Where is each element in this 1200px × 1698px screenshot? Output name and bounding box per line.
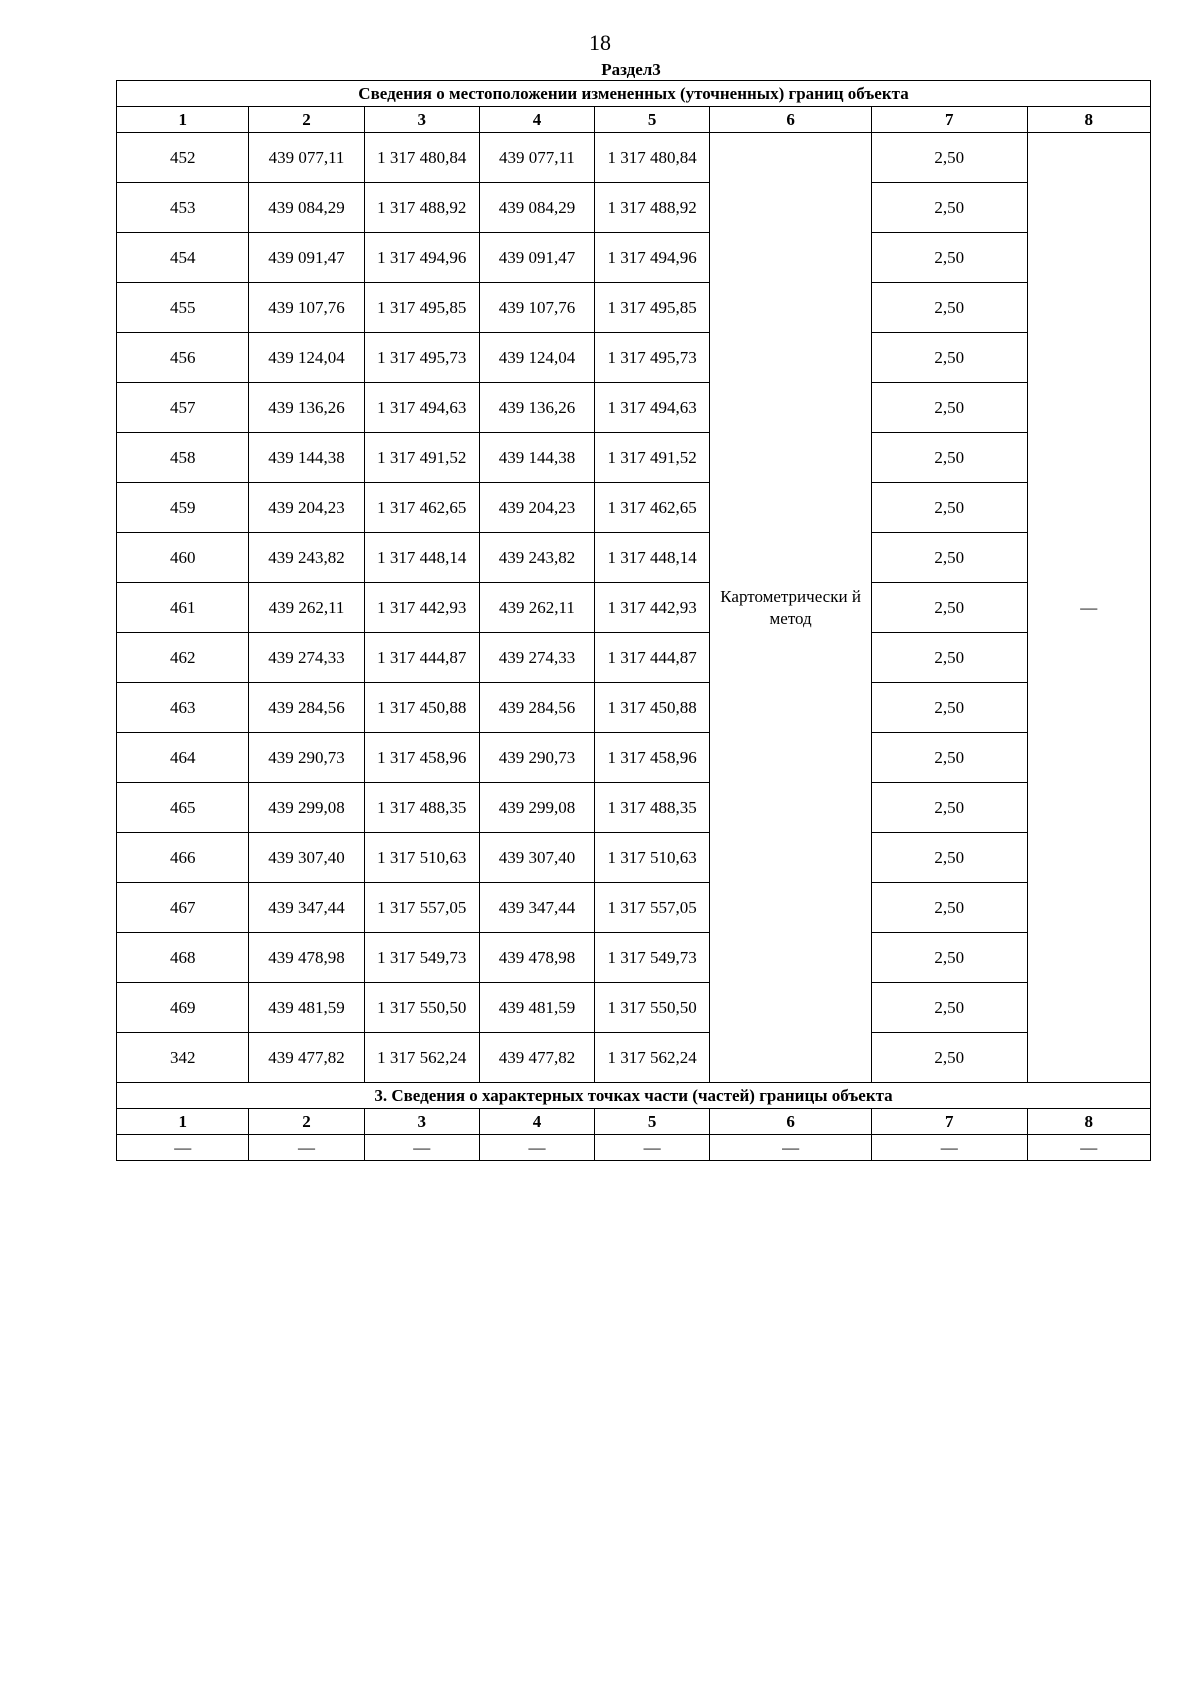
method-cell: Картометрически й метод <box>710 133 872 1083</box>
column-number-header: 7 <box>871 107 1027 133</box>
column-number-header: 2 <box>249 107 364 133</box>
cell-y2: 1 317 458,96 <box>595 733 710 783</box>
cell-x2: 439 077,11 <box>479 133 594 183</box>
subsection-column-number: 4 <box>479 1109 594 1135</box>
cell-y1: 1 317 494,96 <box>364 233 479 283</box>
column-number-header: 3 <box>364 107 479 133</box>
cell-y2: 1 317 462,65 <box>595 483 710 533</box>
cell-y1: 1 317 444,87 <box>364 633 479 683</box>
table-row <box>117 133 1151 183</box>
subsection-caption-row <box>117 1083 1151 1109</box>
table-row <box>117 533 1151 583</box>
cell-accuracy: 2,50 <box>871 383 1027 433</box>
table-row <box>117 233 1151 283</box>
section-title: Раздел3 <box>601 60 661 79</box>
cell-x2: 439 307,40 <box>479 833 594 883</box>
cell-x2: 439 274,33 <box>479 633 594 683</box>
cell-x2: 439 136,26 <box>479 383 594 433</box>
cell-y1: 1 317 462,65 <box>364 483 479 533</box>
cell-x2: 439 262,11 <box>479 583 594 633</box>
cell-accuracy: 2,50 <box>871 233 1027 283</box>
cell-accuracy: 2,50 <box>871 933 1027 983</box>
subsection-value-cell: — <box>1027 1135 1150 1161</box>
table-row <box>117 483 1151 533</box>
page-number: 18 <box>589 30 611 55</box>
cell-y2: 1 317 442,93 <box>595 583 710 633</box>
table-row <box>117 383 1151 433</box>
cell-y1: 1 317 458,96 <box>364 733 479 783</box>
cell-y2: 1 317 494,63 <box>595 383 710 433</box>
cell-x2: 439 084,29 <box>479 183 594 233</box>
table-row <box>117 633 1151 683</box>
cell-n: 457 <box>117 383 249 433</box>
subsection-column-number: 3 <box>364 1109 479 1135</box>
cell-x2: 439 481,59 <box>479 983 594 1033</box>
cell-y1: 1 317 549,73 <box>364 933 479 983</box>
cell-y1: 1 317 450,88 <box>364 683 479 733</box>
cell-y1: 1 317 510,63 <box>364 833 479 883</box>
table-row <box>117 983 1151 1033</box>
cell-accuracy: 2,50 <box>871 1033 1027 1083</box>
cell-n: 469 <box>117 983 249 1033</box>
cell-x1: 439 284,56 <box>249 683 364 733</box>
cell-x2: 439 290,73 <box>479 733 594 783</box>
table-row <box>117 183 1151 233</box>
cell-accuracy: 2,50 <box>871 633 1027 683</box>
cell-n: 466 <box>117 833 249 883</box>
cell-y1: 1 317 442,93 <box>364 583 479 633</box>
cell-y2: 1 317 448,14 <box>595 533 710 583</box>
cell-x1: 439 299,08 <box>249 783 364 833</box>
cell-x2: 439 299,08 <box>479 783 594 833</box>
subsection-column-number: 7 <box>871 1109 1027 1135</box>
table-row <box>117 583 1151 633</box>
subsection-value-cell: — <box>479 1135 594 1161</box>
cell-n: 452 <box>117 133 249 183</box>
cell-x1: 439 243,82 <box>249 533 364 583</box>
cell-n: 456 <box>117 333 249 383</box>
cell-y2: 1 317 480,84 <box>595 133 710 183</box>
subsection-column-numbers-row <box>117 1109 1151 1135</box>
cell-x1: 439 347,44 <box>249 883 364 933</box>
cell-y1: 1 317 488,35 <box>364 783 479 833</box>
cell-accuracy: 2,50 <box>871 183 1027 233</box>
subsection-column-number: 5 <box>595 1109 710 1135</box>
subsection-value-cell: — <box>595 1135 710 1161</box>
subsection-column-number: 1 <box>117 1109 249 1135</box>
cell-y1: 1 317 562,24 <box>364 1033 479 1083</box>
cell-x1: 439 084,29 <box>249 183 364 233</box>
col8-cell: — <box>1027 133 1150 1083</box>
table-body <box>117 81 1151 1161</box>
cell-n: 453 <box>117 183 249 233</box>
cell-y2: 1 317 488,92 <box>595 183 710 233</box>
cell-y2: 1 317 510,63 <box>595 833 710 883</box>
cell-x2: 439 284,56 <box>479 683 594 733</box>
cell-y2: 1 317 495,73 <box>595 333 710 383</box>
subsection-column-number: 2 <box>249 1109 364 1135</box>
cell-accuracy: 2,50 <box>871 783 1027 833</box>
table-row <box>117 933 1151 983</box>
cell-accuracy: 2,50 <box>871 983 1027 1033</box>
table-caption: Сведения о местоположении измененных (уточненных) границ объекта <box>117 81 1151 107</box>
table-row <box>117 1033 1151 1083</box>
cell-y2: 1 317 444,87 <box>595 633 710 683</box>
table-row <box>117 883 1151 933</box>
cell-x1: 439 262,11 <box>249 583 364 633</box>
column-number-header: 4 <box>479 107 594 133</box>
cell-y1: 1 317 550,50 <box>364 983 479 1033</box>
cell-n: 463 <box>117 683 249 733</box>
cell-accuracy: 2,50 <box>871 483 1027 533</box>
table-row <box>117 433 1151 483</box>
column-number-header: 6 <box>710 107 872 133</box>
cell-x1: 439 136,26 <box>249 383 364 433</box>
cell-y2: 1 317 491,52 <box>595 433 710 483</box>
cell-x1: 439 144,38 <box>249 433 364 483</box>
cell-y2: 1 317 488,35 <box>595 783 710 833</box>
cell-y2: 1 317 562,24 <box>595 1033 710 1083</box>
table-row <box>117 733 1151 783</box>
cell-y2: 1 317 557,05 <box>595 883 710 933</box>
cell-accuracy: 2,50 <box>871 333 1027 383</box>
cell-y1: 1 317 488,92 <box>364 183 479 233</box>
cell-n: 462 <box>117 633 249 683</box>
column-number-header: 8 <box>1027 107 1150 133</box>
cell-x2: 439 204,23 <box>479 483 594 533</box>
cell-x1: 439 290,73 <box>249 733 364 783</box>
table-row <box>117 333 1151 383</box>
subsection-value-cell: — <box>871 1135 1027 1161</box>
cell-x2: 439 091,47 <box>479 233 594 283</box>
cell-x1: 439 204,23 <box>249 483 364 533</box>
cell-x1: 439 481,59 <box>249 983 364 1033</box>
cell-y1: 1 317 448,14 <box>364 533 479 583</box>
cell-n: 467 <box>117 883 249 933</box>
cell-n: 459 <box>117 483 249 533</box>
cell-n: 342 <box>117 1033 249 1083</box>
cell-y2: 1 317 494,96 <box>595 233 710 283</box>
cell-accuracy: 2,50 <box>871 133 1027 183</box>
cell-x2: 439 107,76 <box>479 283 594 333</box>
cell-accuracy: 2,50 <box>871 683 1027 733</box>
cell-n: 461 <box>117 583 249 633</box>
cell-accuracy: 2,50 <box>871 433 1027 483</box>
cell-y1: 1 317 491,52 <box>364 433 479 483</box>
cell-x2: 439 144,38 <box>479 433 594 483</box>
cell-y1: 1 317 480,84 <box>364 133 479 183</box>
cell-x1: 439 124,04 <box>249 333 364 383</box>
cell-x2: 439 124,04 <box>479 333 594 383</box>
subsection-column-number: 8 <box>1027 1109 1150 1135</box>
cell-x2: 439 477,82 <box>479 1033 594 1083</box>
column-number-header: 1 <box>117 107 249 133</box>
subsection-value-cell: — <box>364 1135 479 1161</box>
cell-y1: 1 317 494,63 <box>364 383 479 433</box>
table-row <box>117 683 1151 733</box>
cell-y1: 1 317 495,73 <box>364 333 479 383</box>
cell-n: 460 <box>117 533 249 583</box>
cell-x1: 439 091,47 <box>249 233 364 283</box>
cell-accuracy: 2,50 <box>871 533 1027 583</box>
cell-accuracy: 2,50 <box>871 883 1027 933</box>
subsection-value-cell: — <box>117 1135 249 1161</box>
cell-accuracy: 2,50 <box>871 733 1027 783</box>
cell-n: 455 <box>117 283 249 333</box>
subsection-value-cell: — <box>249 1135 364 1161</box>
cell-n: 464 <box>117 733 249 783</box>
cell-y2: 1 317 550,50 <box>595 983 710 1033</box>
subsection-value-cell: — <box>710 1135 872 1161</box>
cell-x1: 439 307,40 <box>249 833 364 883</box>
table-row <box>117 283 1151 333</box>
subsection-title: 3. Сведения о характерных точках части (частей) границы объекта <box>117 1083 1151 1109</box>
cell-n: 468 <box>117 933 249 983</box>
cell-x1: 439 107,76 <box>249 283 364 333</box>
table-row <box>117 833 1151 883</box>
table-row <box>117 783 1151 833</box>
cell-x1: 439 478,98 <box>249 933 364 983</box>
cell-y1: 1 317 557,05 <box>364 883 479 933</box>
cell-n: 458 <box>117 433 249 483</box>
cell-x1: 439 274,33 <box>249 633 364 683</box>
cell-x1: 439 077,11 <box>249 133 364 183</box>
column-number-header: 5 <box>595 107 710 133</box>
cell-y2: 1 317 495,85 <box>595 283 710 333</box>
cell-y1: 1 317 495,85 <box>364 283 479 333</box>
cell-accuracy: 2,50 <box>871 283 1027 333</box>
column-numbers-row <box>117 107 1151 133</box>
subsection-column-number: 6 <box>710 1109 872 1135</box>
subsection-values-row <box>117 1135 1151 1161</box>
cell-x2: 439 243,82 <box>479 533 594 583</box>
cell-y2: 1 317 450,88 <box>595 683 710 733</box>
cell-x2: 439 347,44 <box>479 883 594 933</box>
cell-y2: 1 317 549,73 <box>595 933 710 983</box>
boundary-table <box>116 80 1151 1161</box>
cell-n: 454 <box>117 233 249 283</box>
cell-x2: 439 478,98 <box>479 933 594 983</box>
table-caption-row <box>117 81 1151 107</box>
cell-x1: 439 477,82 <box>249 1033 364 1083</box>
cell-n: 465 <box>117 783 249 833</box>
cell-accuracy: 2,50 <box>871 833 1027 883</box>
cell-accuracy: 2,50 <box>871 583 1027 633</box>
